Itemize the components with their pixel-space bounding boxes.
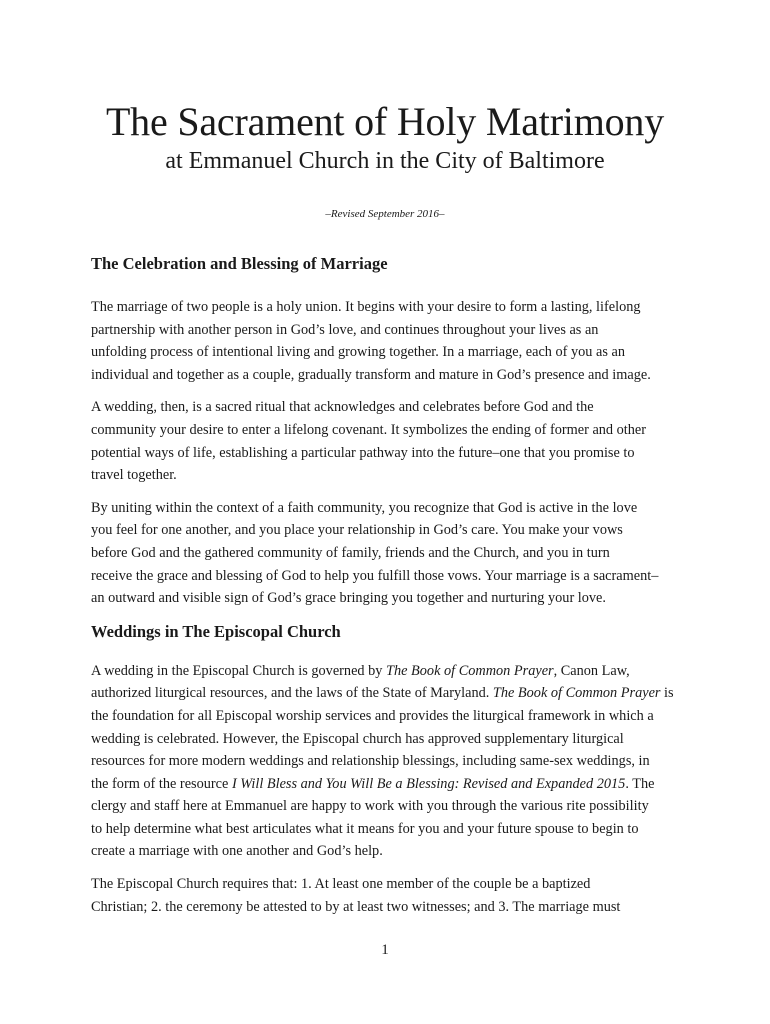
text-line: clergy and staff here at Emmanuel are happy to work with you through the various rite possibility — [91, 798, 649, 815]
paragraph-church-requirements — [91, 873, 687, 918]
book-title-italic: The Book of Common Prayer — [492, 685, 661, 702]
paragraph-episcopal-governance — [91, 660, 687, 863]
text-line: A wedding, then, is a sacred ritual that acknowledges and celebrates before God and the — [91, 399, 594, 416]
section-heading-episcopal-weddings: Weddings in The Episcopal Church — [91, 621, 341, 641]
text-line: wedding is celebrated. However, the Episcopal church has approved supplementary liturgical — [91, 730, 624, 747]
text-line: The marriage of two people is a holy union. It begins with your desire to form a lasting, lifelong — [91, 299, 641, 315]
text-line: you feel for one another, and you place your relationship in God’s care. You make your vows — [91, 522, 623, 539]
text-line: individual and together as a couple, gradually transform and mature in God’s presence and image. — [91, 366, 651, 383]
text-line: community your desire to enter a lifelong covenant. It symbolizes the ending of former and other — [91, 421, 647, 438]
text-line: unfolding process of intentional living and growing together. In a marriage, each of you as an — [91, 344, 625, 361]
text-line: Christian; 2. the ceremony be attested to by at least two witnesses; and 3. The marriage must — [91, 898, 621, 915]
text-line: before God and the gathered community of family, friends and the Church, and you in turn — [91, 544, 610, 561]
text-line: The Episcopal Church requires that: 1. At least one member of the couple be a baptized — [91, 876, 591, 893]
text-line: partnership with another person in God’s love, and continues throughout your lives as an — [91, 321, 599, 338]
revision-note: –Revised September 2016– — [325, 208, 445, 220]
paragraph-marriage-union — [91, 296, 687, 386]
book-title-italic: The Book of Common Prayer — [386, 662, 554, 679]
page-number: 1 — [381, 942, 389, 958]
text-line: potential ways of life, establishing a particular pathway into the future–one that you promise to — [91, 444, 635, 461]
paragraph-faith-community — [91, 497, 687, 610]
document-body — [91, 252, 687, 928]
document-subtitle: at Emmanuel Church in the City of Baltimore — [165, 148, 605, 174]
resource-title-italic: I Will Bless and You Will Be a Blessing: Revised and Expanded 2015 — [231, 775, 626, 792]
text-line: an outward and visible sign of God’s grace bringing you together and nurturing your love. — [91, 590, 606, 607]
text-line: By uniting within the context of a faith community, you recognize that God is active in the love — [91, 499, 638, 516]
section-heading-celebration: The Celebration and Blessing of Marriage — [91, 254, 388, 273]
text-line: to help determine what best articulates what it means for you and your future spouse to begin to — [91, 820, 639, 837]
document-title: The Sacrament of Holy Matrimony — [105, 99, 665, 144]
text-line: A wedding in the Episcopal Church is governed by The Book of Common Prayer, Canon Law, — [91, 662, 630, 679]
text-line: resources for more modern weddings and relationship blessings, including same-sex weddings, in — [91, 753, 650, 770]
text-line: the form of the resource I Will Bless and You Will Be a Blessing: Revised and Expanded 2015. The — [91, 775, 655, 792]
text-line: create a marriage with one another and God’s help. — [91, 843, 383, 860]
text-line: the foundation for all Episcopal worship services and provides the liturgical framework in which a — [91, 707, 654, 724]
text-line: authorized liturgical resources, and the laws of the State of Maryland. The Book of Common Prayer is — [91, 685, 674, 702]
text-line: travel together. — [91, 467, 177, 484]
paragraph-wedding-ritual — [91, 396, 687, 486]
text-line: receive the grace and blessing of God to help you fulfill those vows. Your marriage is a sacrament– — [91, 567, 659, 584]
